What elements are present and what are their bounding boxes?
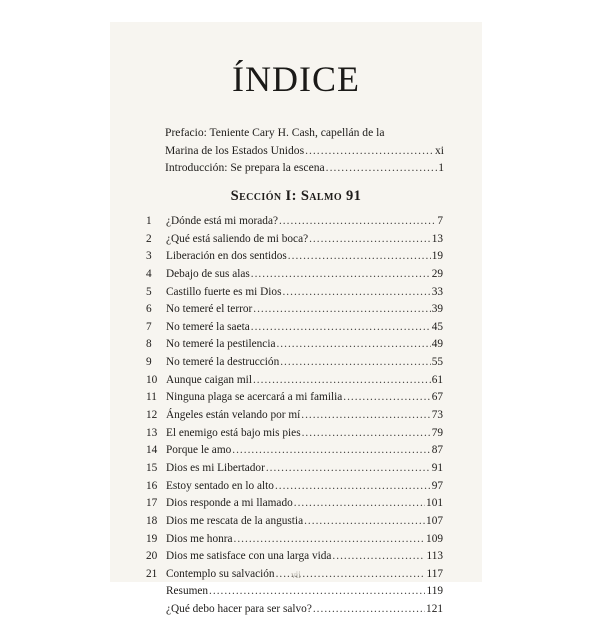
- chapter-number: 6: [146, 303, 152, 316]
- dot-leader: [234, 533, 426, 545]
- chapter-title: Dios me rescata de la angustia: [166, 514, 304, 527]
- chapter-title: No temeré la saeta: [166, 320, 250, 333]
- dot-leader: [305, 142, 434, 160]
- dot-leader: [304, 515, 425, 527]
- dot-leader: [280, 356, 430, 368]
- dot-leader: [251, 268, 431, 280]
- chapter-number: 14: [146, 444, 158, 457]
- toc-entry: [146, 427, 443, 445]
- dot-leader: [288, 250, 431, 262]
- chapter-title: Aunque caigan mil: [166, 373, 252, 386]
- prefacio-line-1: [165, 124, 444, 142]
- chapter-page-number: 13: [431, 232, 443, 245]
- intro-page-number: 1: [438, 161, 444, 174]
- dot-leader: [343, 391, 430, 403]
- toc-entry: [146, 480, 443, 498]
- chapter-number: 16: [146, 479, 158, 492]
- chapter-page-number: 109: [426, 532, 443, 545]
- dot-leader: [294, 497, 425, 509]
- dot-leader: [282, 286, 430, 298]
- chapter-number: 18: [146, 514, 158, 527]
- chapter-number: 1: [146, 215, 152, 227]
- chapter-number: 7: [146, 320, 152, 333]
- chapter-page-number: 67: [431, 391, 443, 404]
- toc-list: [146, 215, 443, 621]
- prefacio-title-part-1: Prefacio: Teniente Cary H. Cash, capellán de la: [165, 126, 385, 139]
- chapter-page-number: 39: [431, 303, 443, 316]
- chapter-page-number: 49: [431, 338, 443, 351]
- chapter-title: Ángeles están velando por mí: [166, 409, 301, 422]
- dot-leader: [251, 321, 431, 333]
- folio-page-number: vii: [291, 570, 301, 580]
- dot-leader: [313, 603, 425, 615]
- chapter-number: 3: [146, 250, 152, 263]
- dot-leader: [302, 427, 431, 439]
- chapter-number: 9: [146, 356, 152, 369]
- intro-title: Introducción: Se prepara la escena: [165, 161, 325, 174]
- toc-entry: [146, 268, 443, 286]
- chapter-title: ¿Qué está saliendo de mi boca?: [166, 232, 309, 245]
- book-page: [110, 22, 482, 616]
- chapter-number: 19: [146, 532, 158, 545]
- chapter-title: No temeré el terror: [166, 303, 253, 316]
- chapter-page-number: 33: [431, 285, 443, 298]
- chapter-title: Dios responde a mi llamado: [166, 497, 293, 510]
- prefacio-page-number: xi: [434, 143, 444, 157]
- chapter-page-number: 101: [426, 497, 443, 510]
- toc-entry: [146, 374, 443, 392]
- chapter-number: 4: [146, 267, 152, 280]
- chapter-page-number: 19: [431, 250, 443, 263]
- toc-entry: [146, 391, 443, 409]
- dot-leader: [266, 462, 431, 474]
- prefacio-line-2: [165, 142, 444, 160]
- chapter-number: 5: [146, 285, 152, 298]
- chapter-number: 11: [146, 391, 157, 404]
- toc-entry: [146, 550, 443, 568]
- chapter-number: 15: [146, 461, 158, 474]
- chapter-page-number: 29: [431, 267, 443, 280]
- chapter-page-number: 119: [426, 585, 443, 598]
- chapter-title: ¿Dónde está mi morada?: [166, 215, 278, 227]
- chapter-page-number: 79: [431, 426, 443, 439]
- chapter-number: 2: [146, 232, 152, 245]
- toc-entry: [146, 462, 443, 480]
- chapter-page-number: 87: [431, 444, 443, 457]
- chapter-page-number: 113: [426, 550, 443, 563]
- chapter-title: No temeré la pestilencia: [166, 338, 276, 351]
- chapter-page-number: 45: [431, 320, 443, 333]
- toc-entry: [146, 356, 443, 374]
- dot-leader: [253, 374, 431, 386]
- chapter-number: 8: [146, 338, 152, 351]
- chapter-title: El enemigo está bajo mis pies: [166, 426, 301, 439]
- prefacio-title-part-2: Marina de los Estados Unidos: [165, 143, 305, 157]
- chapter-number: 13: [146, 426, 158, 439]
- toc-entry: [146, 515, 443, 533]
- toc-entry: [146, 215, 443, 233]
- dot-leader: [332, 550, 425, 562]
- toc-entry: [146, 533, 443, 551]
- chapter-page-number: 117: [426, 567, 443, 580]
- chapter-page-number: 55: [431, 356, 443, 369]
- dot-leader: [275, 480, 431, 492]
- chapter-title: Porque le amo: [166, 444, 232, 457]
- chapter-number: 12: [146, 409, 158, 422]
- toc-entry: [146, 338, 443, 356]
- dot-leader: [279, 215, 436, 227]
- chapter-page-number: 91: [431, 461, 443, 474]
- chapter-page-number: 97: [431, 479, 443, 492]
- chapter-page-number: 73: [431, 409, 443, 422]
- toc-entry: [146, 321, 443, 339]
- chapter-number: 17: [146, 497, 158, 510]
- toc-entry: [146, 497, 443, 515]
- dot-leader: [232, 444, 430, 456]
- chapter-title: No temeré la destrucción: [166, 356, 280, 369]
- dot-leader: [301, 409, 430, 421]
- chapter-title: ¿Qué debo hacer para ser salvo?: [166, 603, 312, 616]
- chapter-page-number: 61: [431, 373, 443, 386]
- dot-leader: [309, 233, 431, 245]
- toc-entry: [146, 250, 443, 268]
- chapter-number: 10: [146, 373, 158, 386]
- toc-entry: [146, 303, 443, 321]
- front-matter: [165, 124, 444, 177]
- chapter-title: Dios me honra: [166, 532, 233, 545]
- chapter-title: Debajo de sus alas: [166, 267, 250, 280]
- chapter-page-number: 7: [437, 215, 443, 227]
- toc-entry: [146, 233, 443, 251]
- chapter-title: Ninguna plaga se acercará a mi familia: [166, 391, 343, 404]
- dot-leader: [253, 303, 430, 315]
- chapter-title: Dios es mi Libertador: [166, 461, 265, 474]
- page-title: ÍNDICE: [232, 59, 360, 99]
- toc-entry: [146, 409, 443, 427]
- dot-leader: [209, 585, 425, 597]
- toc-entry: [146, 286, 443, 304]
- chapter-title: Dios me satisface con una larga vida: [166, 550, 332, 563]
- intro-line: [165, 159, 444, 177]
- toc-entry: [146, 585, 443, 603]
- chapter-page-number: 107: [426, 514, 443, 527]
- chapter-number: 21: [146, 567, 158, 580]
- section-heading: Sección I: Salmo 91: [230, 188, 362, 204]
- chapter-title: Castillo fuerte es mi Dios: [166, 285, 282, 298]
- chapter-number: 20: [146, 550, 158, 563]
- chapter-title: Contemplo su salvación: [166, 567, 275, 580]
- dot-leader: [276, 338, 430, 350]
- toc-entry: [146, 603, 443, 621]
- chapter-title: Estoy sentado en lo alto: [166, 479, 274, 492]
- chapter-title: Resumen: [166, 585, 209, 598]
- dot-leader: [326, 159, 438, 177]
- chapter-title: Liberación en dos sentidos: [166, 250, 287, 263]
- chapter-page-number: 121: [426, 603, 443, 616]
- toc-entry: [146, 444, 443, 462]
